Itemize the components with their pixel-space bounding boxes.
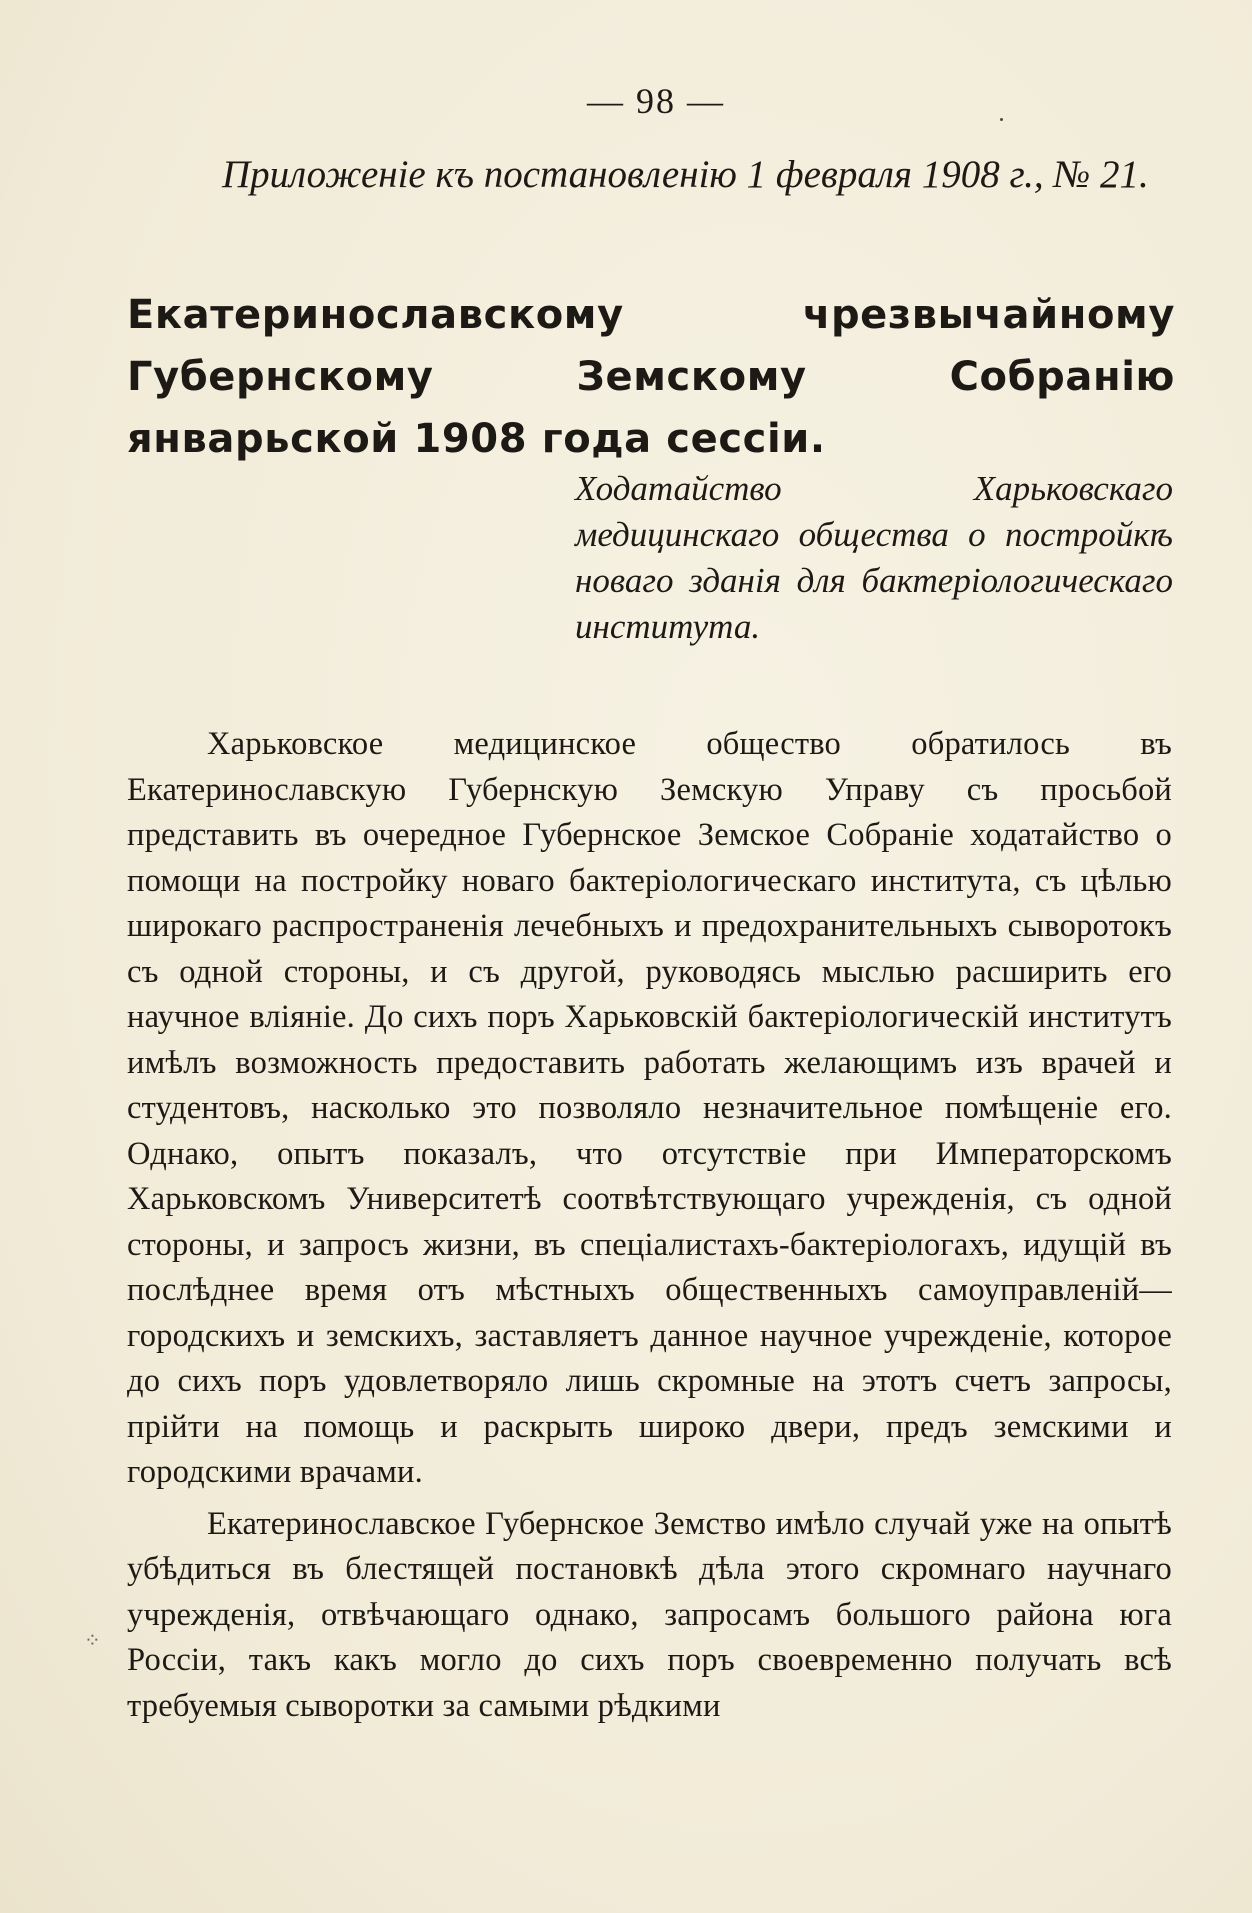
ink-speck [1000, 118, 1003, 121]
petition-subject: Ходатайство Харьковскаго медицинскаго общества о постройкѣ новаго зданiя для бактерiологическаго института. [575, 469, 1173, 646]
margin-mark: ⁘ [84, 1628, 101, 1652]
paragraph: Харьковское медицинское общество обратилось въ Екатеринославскую Губернскую Земскую Управу съ просьбой представить въ очередное Губернское Земское Собранiе ходатайство о помощи на постройку новаго бактерiологическаго института, съ цѣлью широкаго распространенiя лечебныхъ и предохранительныхъ сыворотокъ съ одной стороны, и съ другой, руководясь мыслью расширить его научное влiянiе. До сихъ поръ Харьковскiй бактерiологическiй институтъ имѣлъ возможность предоставить работать желающимъ изъ врачей и студентовъ, насколько это позволяло незначительное помѣщенiе его. Однако, опытъ показалъ, что отсутствiе при Императорскомъ Харьковскомъ Университетѣ соотвѣтствующаго учрежденiя, съ одной стороны, и запросъ жизни, въ спецiалистахъ-бактерiологахъ, идущiй въ послѣднее время отъ мѣстныхъ общественныхъ самоуправленiй— городскихъ и земскихъ, заставляетъ данное научное учрежденiе, которое до сихъ поръ удовлетворяло лишь скромные на этотъ счетъ запросы, прiйти на помощь и раскрыть широко двери, предъ земскими и городскими врачами. [127, 726, 1172, 1490]
appendix-heading: Приложенiе къ постановленiю 1 февраля 1908 г., № 21. [222, 153, 1149, 196]
body-text [127, 722, 1172, 1729]
document-title: Екатеринославскому чрезвычайному Губернскому Земскому Собранiю январьской 1908 года сессiи. [127, 292, 1175, 462]
page-number: — 98 — [587, 81, 725, 121]
paragraph: Екатеринославское Губернское Земство имѣло случай уже на опытѣ убѣдиться въ блестящей постановкѣ дѣла этого скромнаго научнаго учрежденiя, отвѣчающаго однако, запросамъ большого района юга Россiи, такъ какъ могло до сихъ поръ своевременно получать всѣ требуемыя сыворотки за самыми рѣдкими [127, 1505, 1172, 1724]
